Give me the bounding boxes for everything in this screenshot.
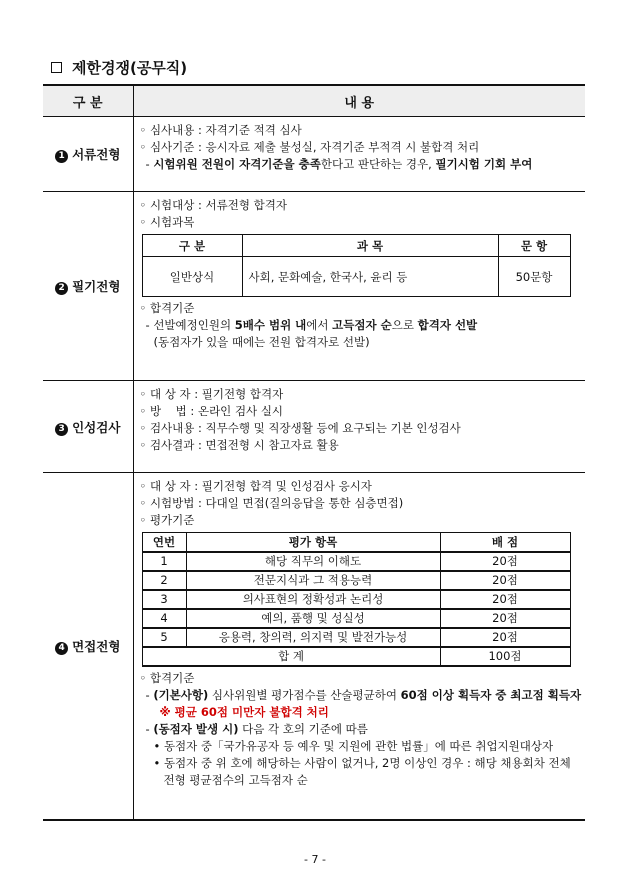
table-row: 3 의사표현의 정확성과 논리성 20점 [142,590,570,609]
header-category: 구 분 [43,85,133,117]
selection-process-table [43,84,585,821]
section-title-text: 제한경쟁(공무직) [72,59,188,77]
stage-label: 1 서류전형 [43,117,133,192]
stage-content: ◦ 시험대상 : 서류전형 합격자 ◦ 시험과목 구 분 과 목 문 항 일반상식 사회, 문화예술, 한국사, 윤리 등 50문항 ◦ 합격기준 - 선발예정인원의 5배수 범위 내에서 고득점자 순으로 합격자 선발 (동점자가 있을 때에는 전원 합격자로 선발) [133,192,585,381]
stage-row-interview [43,473,585,821]
stage-content: ◦ 심사내용 : 자격기준 적격 심사 ◦ 심사기준 : 응시자료 제출 불성실, 자격기준 부적격 시 불합격 처리 - 시험위원 전원이 자격기준을 충족한다고 판단하는 경우, 필기시험 기회 부여 [133,117,585,192]
exam-subject-table: 구 분 과 목 문 항 일반상식 사회, 문화예술, 한국사, 윤리 등 50문항 [142,234,571,297]
stage-content: ◦ 대 상 자 : 필기전형 합격자 ◦ 방 법 : 온라인 검사 실시 ◦ 검사내용 : 직무수행 및 직장생활 등에 요구되는 기본 인성검사 ◦ 검사결과 : 면접전형 시 참고자료 활용 [133,381,585,473]
total-row: 합 계 100점 [142,647,570,666]
table-row: 5 응용력, 창의력, 의지력 및 발전가능성 20점 [142,628,570,647]
table-row: 1 해당 직무의 이해도 20점 [142,552,570,571]
stage-number-badge: 1 [55,150,68,163]
basic-criteria: - (기본사항) 심사위원별 평가점수를 산술평균하여 60점 이상 획득자 중 최고점 획득자 [145,687,582,702]
stage-label: 2 필기전형 [43,192,133,381]
table-header-row [43,85,585,117]
table-row: 일반상식 사회, 문화예술, 한국사, 윤리 등 50문항 [142,257,570,297]
fail-note: ※ 평균 60점 미만자 불합격 처리 [159,704,329,719]
evaluation-table: 연번 평가 항목 배 점 1 해당 직무의 이해도 20점 2 전문지식과 그 적용능력 20점 3 의사표현의 정확성과 논리성 20점 4 예의, 품행 및 성실성 20점 5 응용력, 창의력, 의지력 및 발전가능성 20점 합 계 100점 [142,532,571,667]
checkbox-square-icon [51,62,62,73]
stage-row-document [43,117,585,192]
stage-row-personality [43,381,585,473]
stage-label: 4 면접전형 [43,473,133,821]
stage-number-badge: 3 [55,423,68,436]
section-title [51,57,187,78]
table-row: 2 전문지식과 그 적용능력 20점 [142,571,570,590]
stage-label: 3 인성검사 [43,381,133,473]
stage-row-written [43,192,585,381]
pass-criteria: - 선발예정인원의 5배수 범위 내에서 고득점자 순으로 합격자 선발 [145,318,478,332]
header-content: 내 용 [133,85,585,117]
page-number: - 7 - [304,853,326,866]
tie-criteria: - (동점자 발생 시) 다음 각 호의 기준에 따름 [145,721,368,736]
stage-content: ◦ 대 상 자 : 필기전형 합격 및 인성검사 응시자 ◦ 시험방법 : 다대일 면접(질의응답을 통한 심층면접) ◦ 평가기준 연번 평가 항목 배 점 1 해당 직무의 이해도 20점 2 전문지식과 그 적용능력 20점 3 의사표현의 정확성과 논리성 20점 4 예의, 품행 및 성실성 20점 5 응용력, 창의력, 의지력 및 발전가능성 20점 합 계 100점 ◦ 합격기준 - (기본사항) 심사위원별 평가점수를 산술평균하여 60점 이상 획득자 중 최고점 획득자 ※ 평균 60점 미만자 불합격 처리 - (동점자 발생 시) 다음 각 호의 기준에 따름 • 동점자 중「국가유공자 등 예우 및 지원에 관한 법률」에 따른 취업지원대상자 • 동점자 중 위 호에 해당하는 사람이 없거나, 2명 이상인 경우 : 해당 채용회차 전체 전형 평균점수의 고득점자 순 [133,473,585,821]
written-exam-note: - 시험위원 전원이 자격기준을 충족한다고 판단하는 경우, 필기시험 기회 부여 [145,157,533,171]
stage-number-badge: 4 [55,642,68,655]
table-row: 4 예의, 품행 및 성실성 20점 [142,609,570,628]
stage-number-badge: 2 [55,282,68,295]
